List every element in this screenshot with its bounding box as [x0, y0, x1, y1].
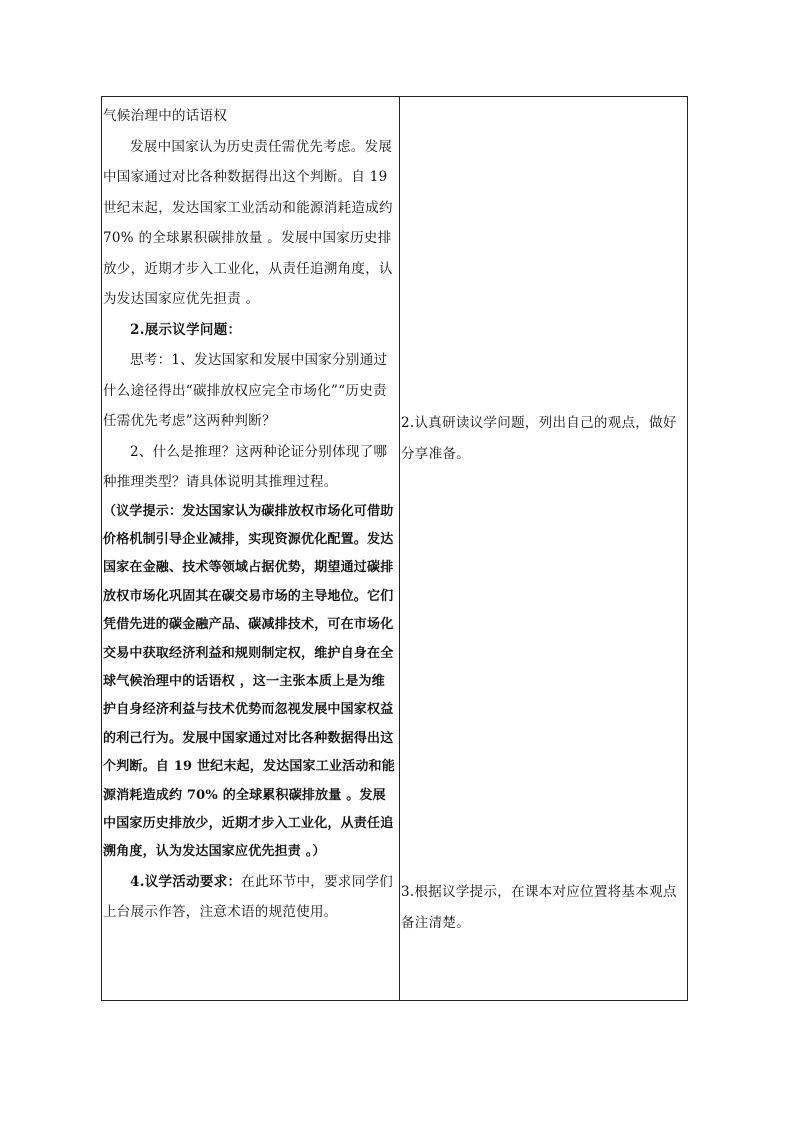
section-4-paragraph: [103, 867, 398, 928]
teacher-guidance-cell: [400, 97, 687, 1000]
section-2-heading: 2.展示议学问题：: [130, 321, 242, 338]
question-1: 思考：1、发达国家和发展中国家分别通过什么途径得出“碳排放权应完全市场化”“历史责任需优先考虑”这两种判断？: [103, 352, 388, 429]
student-activity-cell: [102, 97, 400, 1000]
guidance-item-2: 2.认真研读议学问题，列出自己的观点，做好分享准备。: [401, 415, 677, 462]
intro-line: 气候治理中的话语权: [103, 108, 228, 124]
lesson-plan-table: [101, 96, 688, 1001]
question-2: 2、什么是推理？这两种论证分别体现了哪种推理类型？请具体说明其推理过程。: [103, 443, 388, 490]
developing-country-paragraph: 发展中国家认为历史责任需优先考虑。发展中国家通过对比各种数据得出这个判断。自 19 世纪末起，发达国家工业活动和能源消耗造成约 70% 的全球累积碳排放量 。发展中国家历史排放少，近期才步入工业化，从责任追溯角度，认为发达国家应优先担责 。: [103, 138, 393, 307]
guidance-item-3: 3.根据议学提示，在课本对应位置将基本观点备注清楚。: [401, 884, 677, 931]
discussion-hint: （议学提示：发达国家认为碳排放权市场化可借助价格机制引导企业减排，实现资源优化配置。发达国家在金融、技术等领域占据优势，期望通过碳排放权市场化巩固其在碳交易市场的主导地位。它们凭借先进的碳金融产品、碳减排技术，可在市场化交易中获取经济利益和规则制定权，维护自身在全球气候治理中的话语权 ，这一主张本质上是为维护自身经济利益与技术优势而忽视发展中国家权益的利己行为。发展中国家通过对比各种数据得出这个判断。自 19 世纪末起，发达国家工业活动和能源消耗造成约 70% 的全球累积碳排放量 。发展中国家历史排放少，近期才步入工业化，从责任追溯角度，认为发达国家应优先担责 。）: [103, 503, 395, 860]
section-4-body: 在此环节中，要求同学们上台展示作答，注意术语的规范使用。: [103, 873, 394, 921]
section-4-heading: 4.议学活动要求：: [130, 873, 242, 890]
discussion-hint-box: [103, 498, 398, 867]
